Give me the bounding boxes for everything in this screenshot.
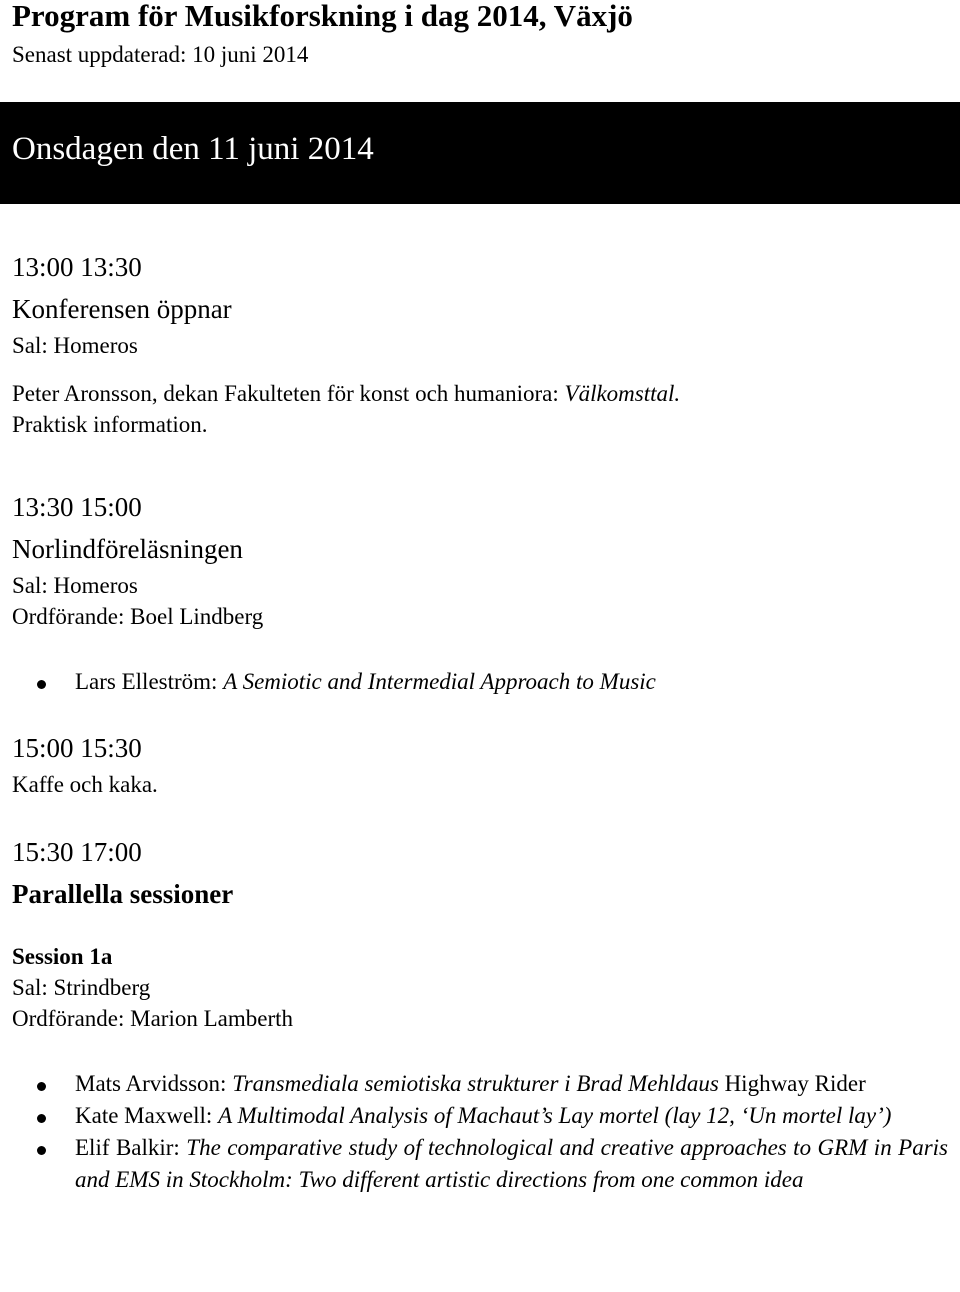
event-time: 13:00 13:30 — [12, 252, 142, 282]
event-description — [12, 378, 952, 409]
event-title: Konferensen öppnar — [12, 294, 232, 324]
session-chair: Ordförande: Marion Lamberth — [12, 1006, 294, 1031]
talk-title: A Multimodal Analysis of Machaut’s Lay mortel (lay 12, ‘Un mortel lay’) — [218, 1103, 892, 1128]
talk-title: Transmediala semiotiska strukturer i Brad Mehldaus — [232, 1071, 719, 1096]
event-room: Sal: Homeros — [12, 573, 138, 598]
talk-title-rest: Highway Rider — [718, 1071, 866, 1096]
talk-title: The comparative study of technological and creative approaches to GRM in Paris and EMS in Stockholm: Two different artistic directions from one common idea — [75, 1135, 948, 1192]
bullet-icon — [37, 1082, 46, 1091]
event-norlind-lecture — [12, 486, 952, 698]
talk-item — [0, 1100, 948, 1132]
event-time: 15:30 17:00 — [12, 837, 142, 867]
talk-title: A Semiotic and Intermedial Approach to Music — [223, 669, 656, 694]
page-title: Program för Musikforskning i dag 2014, Växjö — [12, 0, 633, 33]
day-title: Onsdagen den 11 juni 2014 — [12, 131, 374, 167]
bullet-icon — [37, 1114, 46, 1123]
talk-item — [0, 666, 952, 698]
talk-speaker: Lars Elleström: — [75, 669, 224, 694]
session-room: Sal: Strindberg — [12, 975, 151, 1000]
bullet-icon — [37, 680, 46, 689]
description-italic: Välkomsttal. — [564, 381, 681, 406]
last-updated: Senast uppdaterad: 10 juni 2014 — [12, 42, 309, 67]
talk-item — [0, 1068, 948, 1100]
event-description: Kaffe och kaka. — [12, 772, 158, 797]
event-opening — [12, 246, 952, 440]
talk-speaker: Kate Maxwell: — [75, 1103, 219, 1128]
event-description-line2: Praktisk information. — [12, 412, 208, 437]
event-time: 13:30 15:00 — [12, 492, 142, 522]
bullet-icon — [37, 1146, 46, 1155]
day-banner — [0, 102, 960, 204]
event-chair: Ordförande: Boel Lindberg — [12, 604, 264, 629]
talk-item — [0, 1132, 948, 1196]
talk-speaker: Elif Balkir: — [75, 1135, 187, 1160]
session-title: Session 1a — [12, 944, 113, 969]
event-room: Sal: Homeros — [12, 333, 138, 358]
talk-list — [0, 1068, 948, 1196]
talk-list — [0, 666, 952, 698]
description-text: Peter Aronsson, dekan Fakulteten för konst och humaniora: — [12, 381, 565, 406]
event-parallel-sessions — [12, 831, 952, 1196]
event-time: 15:00 15:30 — [12, 733, 142, 763]
event-coffee — [12, 727, 952, 800]
event-title: Parallella sessioner — [12, 879, 234, 909]
event-title: Norlindföreläsningen — [12, 534, 243, 564]
talk-speaker: Mats Arvidsson: — [75, 1071, 233, 1096]
